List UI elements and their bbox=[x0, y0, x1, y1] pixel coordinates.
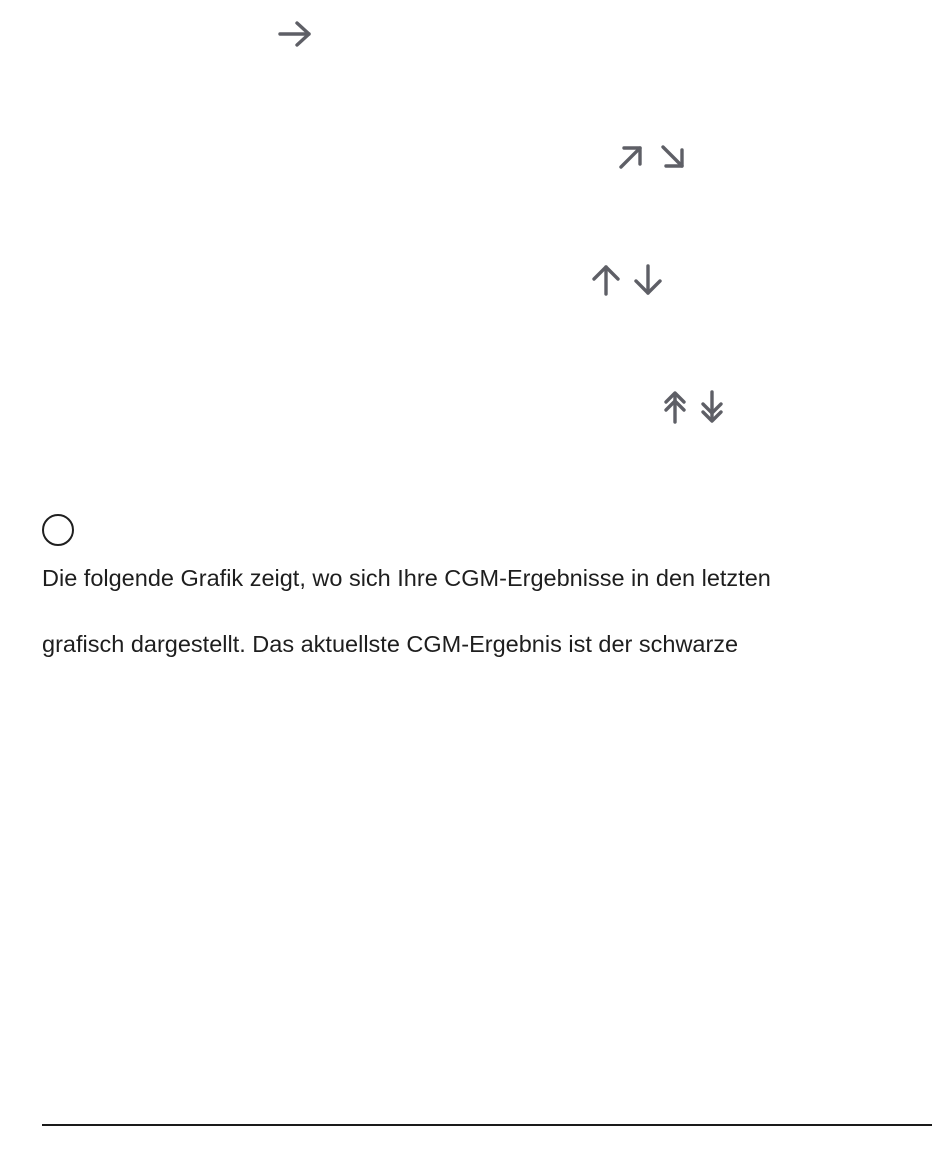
circle-marker bbox=[42, 514, 74, 546]
double-arrow-down-icon bbox=[700, 390, 724, 424]
body-text-line-1: Die folgende Grafik zeigt, wo sich Ihre CGM-Ergebnisse in den letzten bbox=[42, 565, 771, 591]
arrow-down-icon bbox=[633, 264, 663, 296]
arrow-down-right-icon bbox=[661, 145, 685, 169]
arrow-up-right-icon bbox=[619, 145, 643, 169]
arrow-up-icon bbox=[591, 264, 621, 296]
arrow-right-icon bbox=[278, 20, 312, 48]
body-text-line-2: grafisch dargestellt. Das aktuellste CGM-Ergebnis ist der schwarze bbox=[42, 631, 739, 657]
footer-divider bbox=[42, 1124, 932, 1126]
double-arrow-up-icon bbox=[663, 390, 687, 424]
